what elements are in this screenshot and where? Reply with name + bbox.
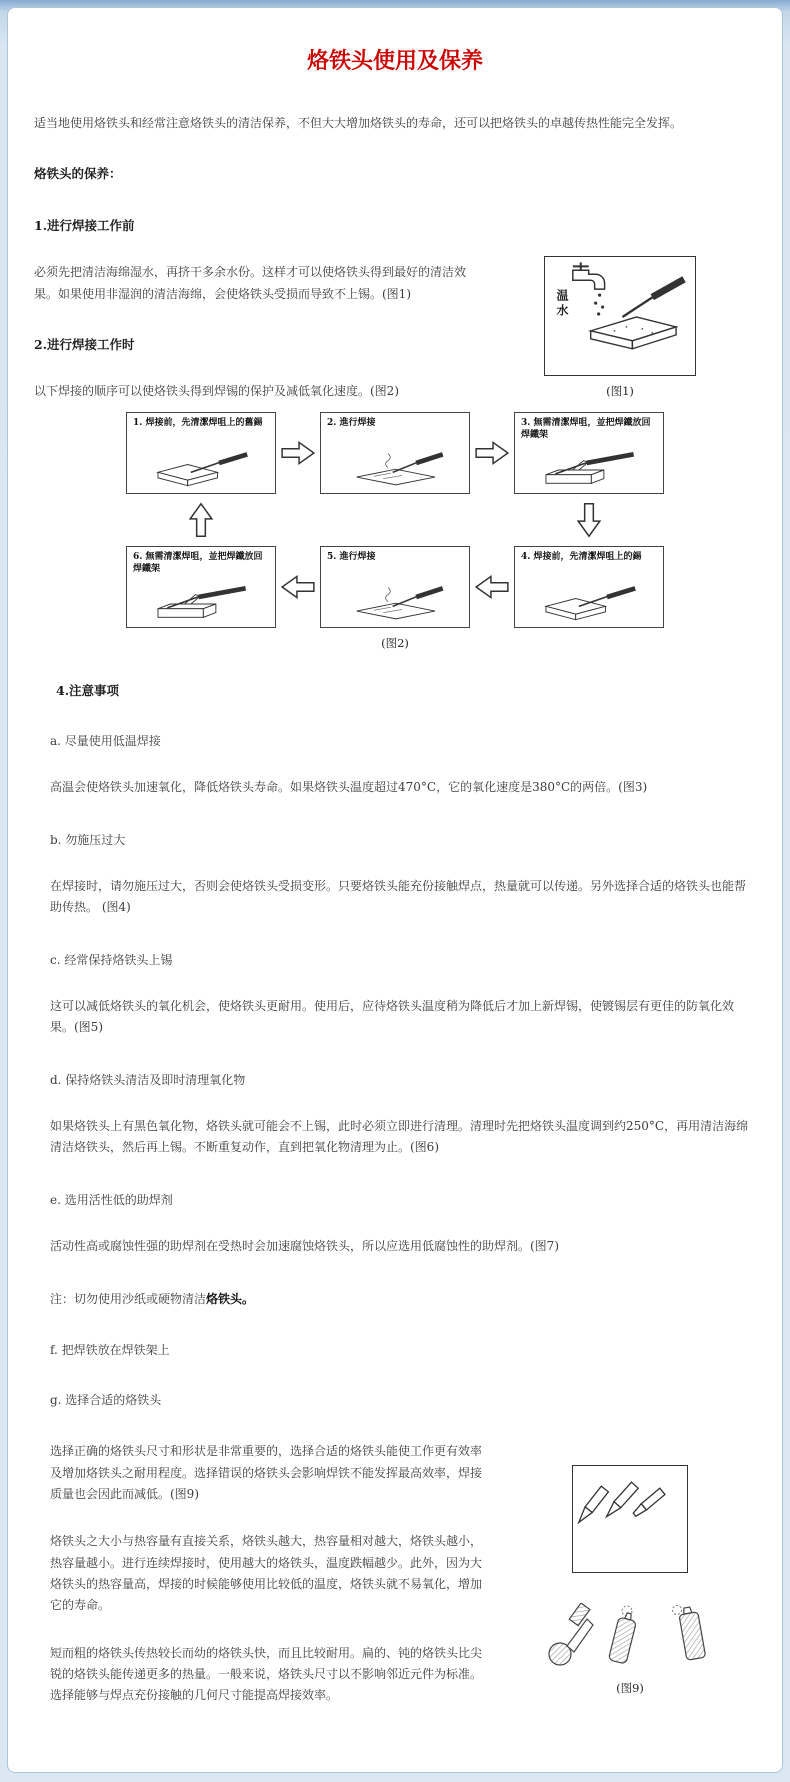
- flow-step-2: [320, 412, 470, 494]
- section-g-para2: 烙铁头之大小与热容量有直接关系，烙铁头越大，热容量相对越大，烙铁头越小，热容量越小。进行连续焊接时，使用越大的烙铁头，温度跌幅越少。此外，因为大烙铁头的热容量高，焊接的时候能够使用比较低的温度，烙铁头就不易氧化，增加它的寿命。: [50, 1534, 483, 1613]
- note-b-title: b. 勿施压过大: [50, 833, 126, 848]
- caution-note-bold: 烙铁头。: [206, 1292, 255, 1307]
- sections-1-2-text: [34, 216, 470, 402]
- note-c-title: c. 经常保持烙铁头上锡: [50, 953, 173, 968]
- note-e-body: 活动性高或腐蚀性强的助焊剂在受热时会加速腐蚀烙铁头，所以应选用低腐蚀性的助焊剂。(图7): [50, 1238, 560, 1253]
- section2-heading: 2.进行焊接工作时: [34, 337, 135, 353]
- section-g-para3: 短而粗的烙铁头传热较长而幼的烙铁头快，而且比较耐用。扁的、钝的烙铁头比尖锐的烙铁头能传递更多的热量。一般来说，烙铁头尺寸以不影响邻近元件为标准。选择能够与焊点充份接触的几何尺寸能提高焊接效率。: [50, 1645, 483, 1703]
- section4-heading: 4.注意事项: [56, 683, 120, 699]
- note-item-b: [50, 830, 756, 918]
- care-heading: 烙铁头的保养：: [34, 166, 122, 182]
- clean-tip-illustration: [521, 586, 657, 622]
- figure9-column: [504, 1441, 756, 1707]
- note-d-title: d. 保持烙铁头清洁及即时清理氧化物: [50, 1073, 246, 1088]
- figure1-column: [484, 216, 756, 402]
- document-panel: [7, 7, 783, 1773]
- figure9-caption: (图9): [616, 1681, 644, 1696]
- figure1-caption: (图1): [606, 384, 634, 399]
- tip-example-3-illustration: [663, 1603, 713, 1669]
- flow-step-6: [126, 546, 276, 628]
- tip-example-1-illustration: [547, 1603, 595, 1669]
- note-a-title: a. 尽量使用低温焊接: [50, 734, 161, 749]
- flow-step-3-label: 3. 無需清潔焊咀，並把焊鐵放回焊鐵架: [521, 418, 651, 441]
- soldering-illustration: [327, 586, 463, 622]
- figure1-warm-water-label: 温水: [555, 289, 569, 320]
- figure2-caption: (图2): [381, 636, 409, 651]
- item-g: g. 选择合适的烙铁头: [50, 1392, 162, 1407]
- page-title: 烙铁头使用及保养: [306, 48, 483, 74]
- flow-step-5: [320, 546, 470, 628]
- caution-note-text: 注：切勿使用沙纸或硬物清洁: [50, 1292, 207, 1307]
- flow-step-4-label: 4. 焊接前，先清潔焊咀上的錫: [521, 552, 642, 563]
- figure9-tip-examples: [547, 1603, 713, 1669]
- soldering-illustration: [327, 452, 463, 488]
- flow-step-4: [514, 546, 664, 628]
- note-e-title: e. 选用活性低的助焊剂: [50, 1193, 173, 1208]
- clean-tip-illustration: [133, 452, 269, 488]
- note-item-c: [50, 950, 756, 1038]
- note-item-e: [50, 1190, 756, 1257]
- flow-arrow-up: [126, 498, 276, 542]
- flow-arrow-right-1: [276, 440, 320, 466]
- flow-arrow-left-1: [276, 574, 320, 600]
- section2-body: 以下焊接的顺序可以使烙铁头得到焊锡的保护及减低氧化速度。(图2): [34, 384, 400, 399]
- flow-step-6-label: 6. 無需清潔焊咀，並把焊鐵放回焊鐵架: [133, 552, 263, 575]
- section-g: [50, 1441, 756, 1707]
- iron-on-stand-illustration: [133, 586, 269, 622]
- section1-body: 必须先把清洁海绵湿水，再挤干多余水份。这样才可以使烙铁头得到最好的清洁效果。如果使用非湿润的清洁海绵，会使烙铁头受损而导致不上锡。(图1): [34, 265, 467, 301]
- note-item-a: [50, 731, 756, 798]
- section4-notes: [34, 681, 756, 1706]
- note-a-body: 高温会使烙铁头加速氧化，降低烙铁头寿命。如果烙铁头温度超过470°C，它的氧化速度是380°C的两倍。(图3): [50, 779, 648, 794]
- flow-arrow-down: [514, 498, 664, 542]
- note-c-body: 这可以减低烙铁头的氧化机会，使烙铁头更耐用。使用后，应待烙铁头温度稍为降低后才加上新焊锡，使镀锡层有更佳的防氧化效果。(图5): [50, 998, 735, 1034]
- soldering-tips-illustration: [573, 1466, 684, 1569]
- figure1-washing-sponge: [544, 256, 696, 376]
- flow-step-5-label: 5. 進行焊接: [327, 552, 376, 563]
- flow-step-3: [514, 412, 664, 494]
- tip-example-2-illustration: [607, 1603, 651, 1669]
- flow-arrow-left-2: [470, 574, 514, 600]
- sections-1-2: [34, 216, 756, 402]
- figure9-tips-box: [572, 1465, 688, 1573]
- section1-heading: 1.进行焊接工作前: [34, 218, 135, 234]
- section-g-para1: 选择正确的烙铁头尺寸和形状是非常重要的，选择合适的烙铁头能使工作更有效率及增加烙铁头之耐用程度。选择错误的烙铁头会影响焊铁不能发挥最高效率，焊接质量也会因此而减低。(图9): [50, 1444, 483, 1501]
- note-b-body: 在焊接时，请勿施压过大，否则会使烙铁头受损变形。只要烙铁头能充份接触焊点，热量就可以传递。另外选择合适的烙铁头也能帮助传热。 (图4): [50, 878, 747, 914]
- flow-arrow-right-2: [470, 440, 514, 466]
- flow-step-1: [126, 412, 276, 494]
- caution-note: [50, 1289, 756, 1310]
- soldering-cycle-flowchart: [34, 412, 756, 628]
- flow-step-2-label: 2. 進行焊接: [327, 418, 376, 429]
- iron-on-stand-illustration: [521, 452, 657, 488]
- item-f: f. 把焊铁放在焊铁架上: [50, 1343, 170, 1358]
- flow-step-1-label: 1. 焊接前，先清潔焊咀上的舊錫: [133, 418, 263, 429]
- intro-paragraph: 适当地使用烙铁头和经常注意烙铁头的清洁保养，不但大大增加烙铁头的寿命，还可以把烙铁头的卓越传热性能完全发挥。: [34, 116, 683, 130]
- note-d-body: 如果烙铁头上有黑色氧化物，烙铁头就可能会不上锡，此时必须立即进行清理。清理时先把烙铁头温度调到约250°C，再用清洁海绵清洁烙铁头，然后再上锡。不断重复动作，直到把氧化物清理为止。(图6): [50, 1118, 749, 1155]
- section-g-text: [50, 1441, 490, 1707]
- note-item-d: [50, 1070, 756, 1158]
